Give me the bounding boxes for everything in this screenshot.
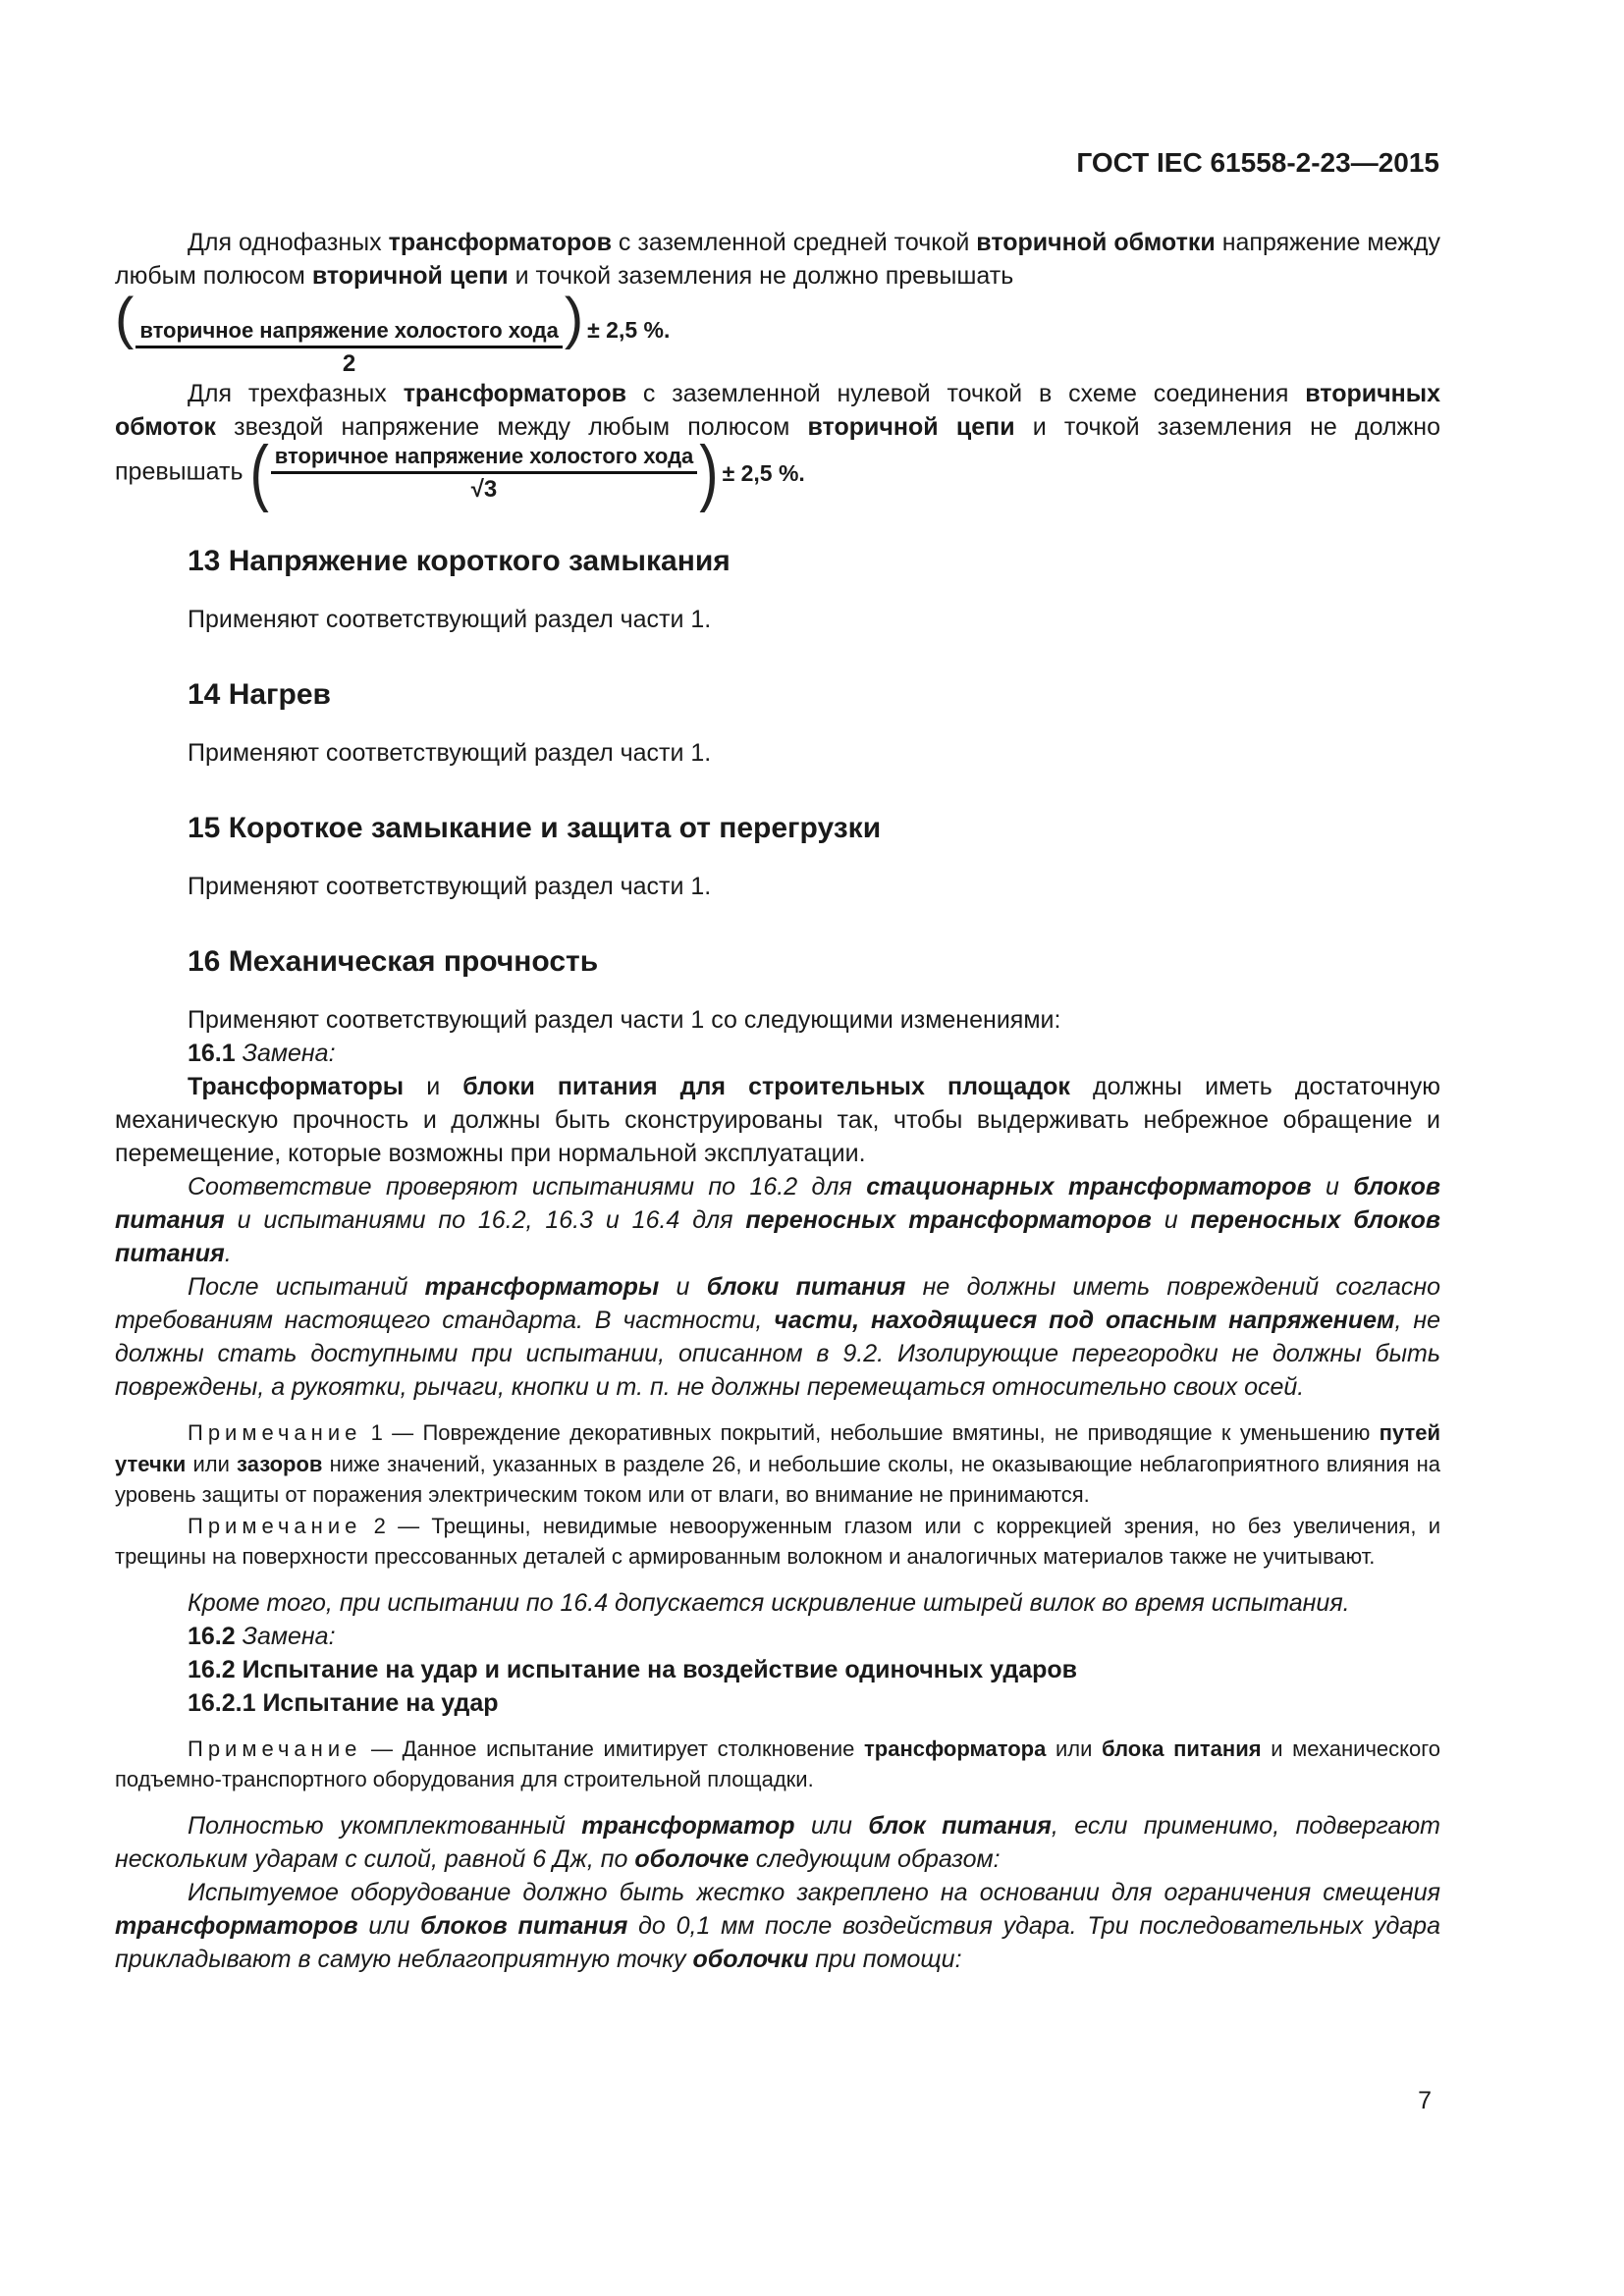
text-run: трансформаторов xyxy=(388,229,612,256)
text-run: ниже значений, указанных в разделе 26, и небольшие сколы, не оказывающие неблагоприятного влияния на уровень защиты от поражения электрическим током или от влаги, во внимание не принимаются. xyxy=(115,1451,1441,1507)
text-run: Замена: xyxy=(235,1622,336,1650)
text-run: и механического подъемно-транспортного оборудования для строительной площадки. xyxy=(115,1735,1441,1791)
text-run: Полностью укомплектованный xyxy=(188,1811,582,1840)
text-run: и xyxy=(1311,1173,1354,1201)
text-run: Применяют соответствующий раздел части 1 со следующими изменениями: xyxy=(188,1006,1061,1034)
text-run: 1 — Повреждение декоративных покрытий, небольшие вмятины, не приводящие к уменьшению xyxy=(361,1420,1380,1445)
right-parenthesis: ) xyxy=(699,431,719,514)
text-run: Кроме того, при испытании по 16.4 допускается искривление штырей вилок во время испытания. xyxy=(188,1588,1350,1617)
text-run: трансформатор xyxy=(581,1811,795,1840)
text-run: Трансформаторы xyxy=(188,1073,405,1100)
text-run: вторичной обмотки xyxy=(976,229,1216,256)
section-heading: 15 Короткое замыкание и защита от перегрузки xyxy=(188,812,882,844)
fraction-numerator: вторичное напряжение холостого хода xyxy=(271,444,698,474)
text-run: вторичной цепи xyxy=(807,413,1015,441)
text-run: не должны иметь повреждений согласно требованиям настоящего стандарта. В частности, xyxy=(115,1273,1441,1334)
text-run: путей утечки xyxy=(115,1420,1440,1476)
paragraph xyxy=(115,226,1440,377)
paragraph xyxy=(115,1270,1440,1404)
text-run: и xyxy=(659,1273,707,1301)
paragraph xyxy=(115,1170,1440,1270)
text-run: оболочки xyxy=(692,1945,809,1973)
text-run: Применяют соответствующий раздел части 1. xyxy=(188,739,712,767)
text-run: звездой напряжение между любым полюсом xyxy=(215,413,808,441)
section-heading: 14 Нагрев xyxy=(188,678,332,711)
text-run: 16.1 xyxy=(188,1040,236,1067)
fraction xyxy=(135,318,563,377)
text-run: или xyxy=(186,1451,238,1476)
text-run: После испытаний xyxy=(188,1273,425,1301)
paragraph xyxy=(115,1037,1440,1070)
text-run: . xyxy=(224,1240,232,1267)
text-run: — Данное испытание имитирует столкновение xyxy=(361,1735,864,1761)
section-heading: 13 Напряжение короткого замыкания xyxy=(188,545,731,577)
text-run: и точкой заземления не должно превышать xyxy=(508,262,1014,290)
text-run: должны иметь достаточную механическую прочность и должны быть сконструированы так, чтобы выдерживать небрежное обращение и перемещение, которые возможны при нормальной эксплуатации. xyxy=(115,1073,1441,1167)
text-run: Применяют соответствующий раздел части 1. xyxy=(188,873,712,900)
text-run: с заземленной нулевой точкой в схеме соединения xyxy=(626,380,1306,407)
paragraph xyxy=(115,1876,1440,1976)
fraction xyxy=(271,444,698,503)
spacer xyxy=(115,1404,1440,1417)
right-parenthesis: ) xyxy=(564,287,584,350)
paragraph xyxy=(115,1586,1440,1620)
text-run: 16.2 Испытание на удар и испытание на воздействие одиночных ударов xyxy=(188,1655,1078,1683)
text-run: Испытуемое оборудование должно быть жестко закреплено на основании для ограничения смещения xyxy=(188,1878,1440,1906)
formula xyxy=(115,287,1440,377)
formula xyxy=(249,431,805,514)
text-run: переносных трансформаторов xyxy=(745,1206,1152,1234)
text-run: и xyxy=(1151,1206,1191,1234)
text-run: Замена: xyxy=(235,1040,336,1067)
text-run: 16.2.1 Испытание на удар xyxy=(188,1688,499,1717)
document-header: ГОСТ IEC 61558-2-23—2015 xyxy=(1076,147,1439,178)
text-run: блоки питания для строительных площадок xyxy=(462,1073,1070,1100)
text-run: или xyxy=(1046,1735,1103,1761)
paragraph xyxy=(115,1070,1440,1170)
text-run: переносных блоков питания xyxy=(115,1206,1441,1267)
text-run: блоков питания xyxy=(420,1911,628,1940)
paragraph xyxy=(115,1620,1440,1653)
text-run: оболочке xyxy=(634,1844,749,1873)
note-paragraph xyxy=(115,1417,1440,1511)
formula-tolerance: ± 2,5 %. xyxy=(722,460,805,486)
section-heading: 16 Механическая прочность xyxy=(188,945,599,978)
text-run: при помощи: xyxy=(808,1945,962,1973)
text-run: Для однофазных xyxy=(188,229,389,256)
paragraph xyxy=(115,1809,1440,1876)
left-parenthesis: ( xyxy=(115,287,135,350)
fraction-denominator: 2 xyxy=(342,350,356,377)
paragraph xyxy=(115,377,1440,514)
fraction-denominator: √3 xyxy=(470,476,498,503)
text-run: , если применимо, подвергают нескольким ударам с силой, равной 6 Дж, по xyxy=(115,1811,1440,1873)
text-run: или xyxy=(794,1811,869,1840)
spacer xyxy=(115,1795,1440,1809)
text-run: , не должны стать доступными при испытании, описанном в 9.2. Изолирующие перегородки не должны быть повреждены, а рукоятки, рычаги, кнопки и т. п. не должны перемещаться относительно своих осей. xyxy=(115,1307,1440,1401)
paragraph xyxy=(115,736,1440,770)
text-run: блока питания xyxy=(1102,1735,1262,1761)
text-run: трансформаторов xyxy=(403,380,627,407)
spacer xyxy=(115,1573,1440,1586)
paragraph xyxy=(115,1653,1440,1686)
text-run: Соответствие проверяют испытаниями по 16.2 для xyxy=(188,1173,867,1201)
paragraph xyxy=(115,1003,1440,1037)
text-run: блок питания xyxy=(868,1811,1052,1840)
formula-tolerance: ± 2,5 %. xyxy=(587,317,671,343)
text-run: вторичных обмоток xyxy=(115,380,1440,441)
text-run: следующим образом: xyxy=(748,1844,1001,1873)
note-paragraph xyxy=(115,1511,1440,1573)
text-run: или xyxy=(357,1911,421,1940)
text-run: Для трехфазных xyxy=(188,380,404,407)
page-number: 7 xyxy=(1418,2087,1432,2114)
spacer xyxy=(115,1720,1440,1734)
note-label: Примечание xyxy=(188,1735,362,1761)
text-run: зазоров xyxy=(237,1451,323,1476)
text-run: блоков питания xyxy=(115,1173,1440,1234)
text-run: части, находящиеся под опасным напряжением xyxy=(774,1307,1395,1334)
text-run: блоки питания xyxy=(706,1273,906,1301)
note-label: Примечание xyxy=(188,1513,362,1538)
text-run: 16.2 xyxy=(188,1622,236,1650)
text-run: трансформатора xyxy=(864,1735,1047,1761)
text-run: и испытаниями по 16.2, 16.3 и 16.4 для xyxy=(224,1206,746,1234)
text-run: и xyxy=(404,1073,463,1100)
text-run: 2 — Трещины, невидимые невооруженным глазом или с коррекцией зрения, но без увеличения, и трещины на поверхности прессованных деталей с армированным волокном и аналогичных материалов также не учитывают. xyxy=(115,1513,1440,1569)
left-parenthesis: ( xyxy=(249,431,269,514)
text-run: и точкой заземления не должно превышать xyxy=(115,413,1440,486)
document-body xyxy=(115,226,1440,1976)
text-run: трансформаторов xyxy=(115,1911,358,1940)
text-run: с заземленной средней точкой xyxy=(611,229,977,256)
text-run: Применяют соответствующий раздел части 1. xyxy=(188,606,712,633)
note-label: Примечание xyxy=(188,1420,362,1445)
fraction-numerator: вторичное напряжение холостого хода xyxy=(135,318,563,348)
paragraph xyxy=(115,1686,1440,1720)
paragraph xyxy=(115,870,1440,903)
paragraph xyxy=(115,603,1440,636)
text-run: трансформаторы xyxy=(424,1273,660,1301)
text-run: напряжение между любым полюсом xyxy=(115,229,1440,290)
text-run: стационарных трансформаторов xyxy=(866,1173,1312,1201)
text-run: до 0,1 мм после воздействия удара. Три последовательных удара прикладывают в самую неблагоприятную точку xyxy=(115,1911,1440,1973)
text-run: вторичной цепи xyxy=(311,262,509,290)
note-paragraph xyxy=(115,1734,1440,1795)
